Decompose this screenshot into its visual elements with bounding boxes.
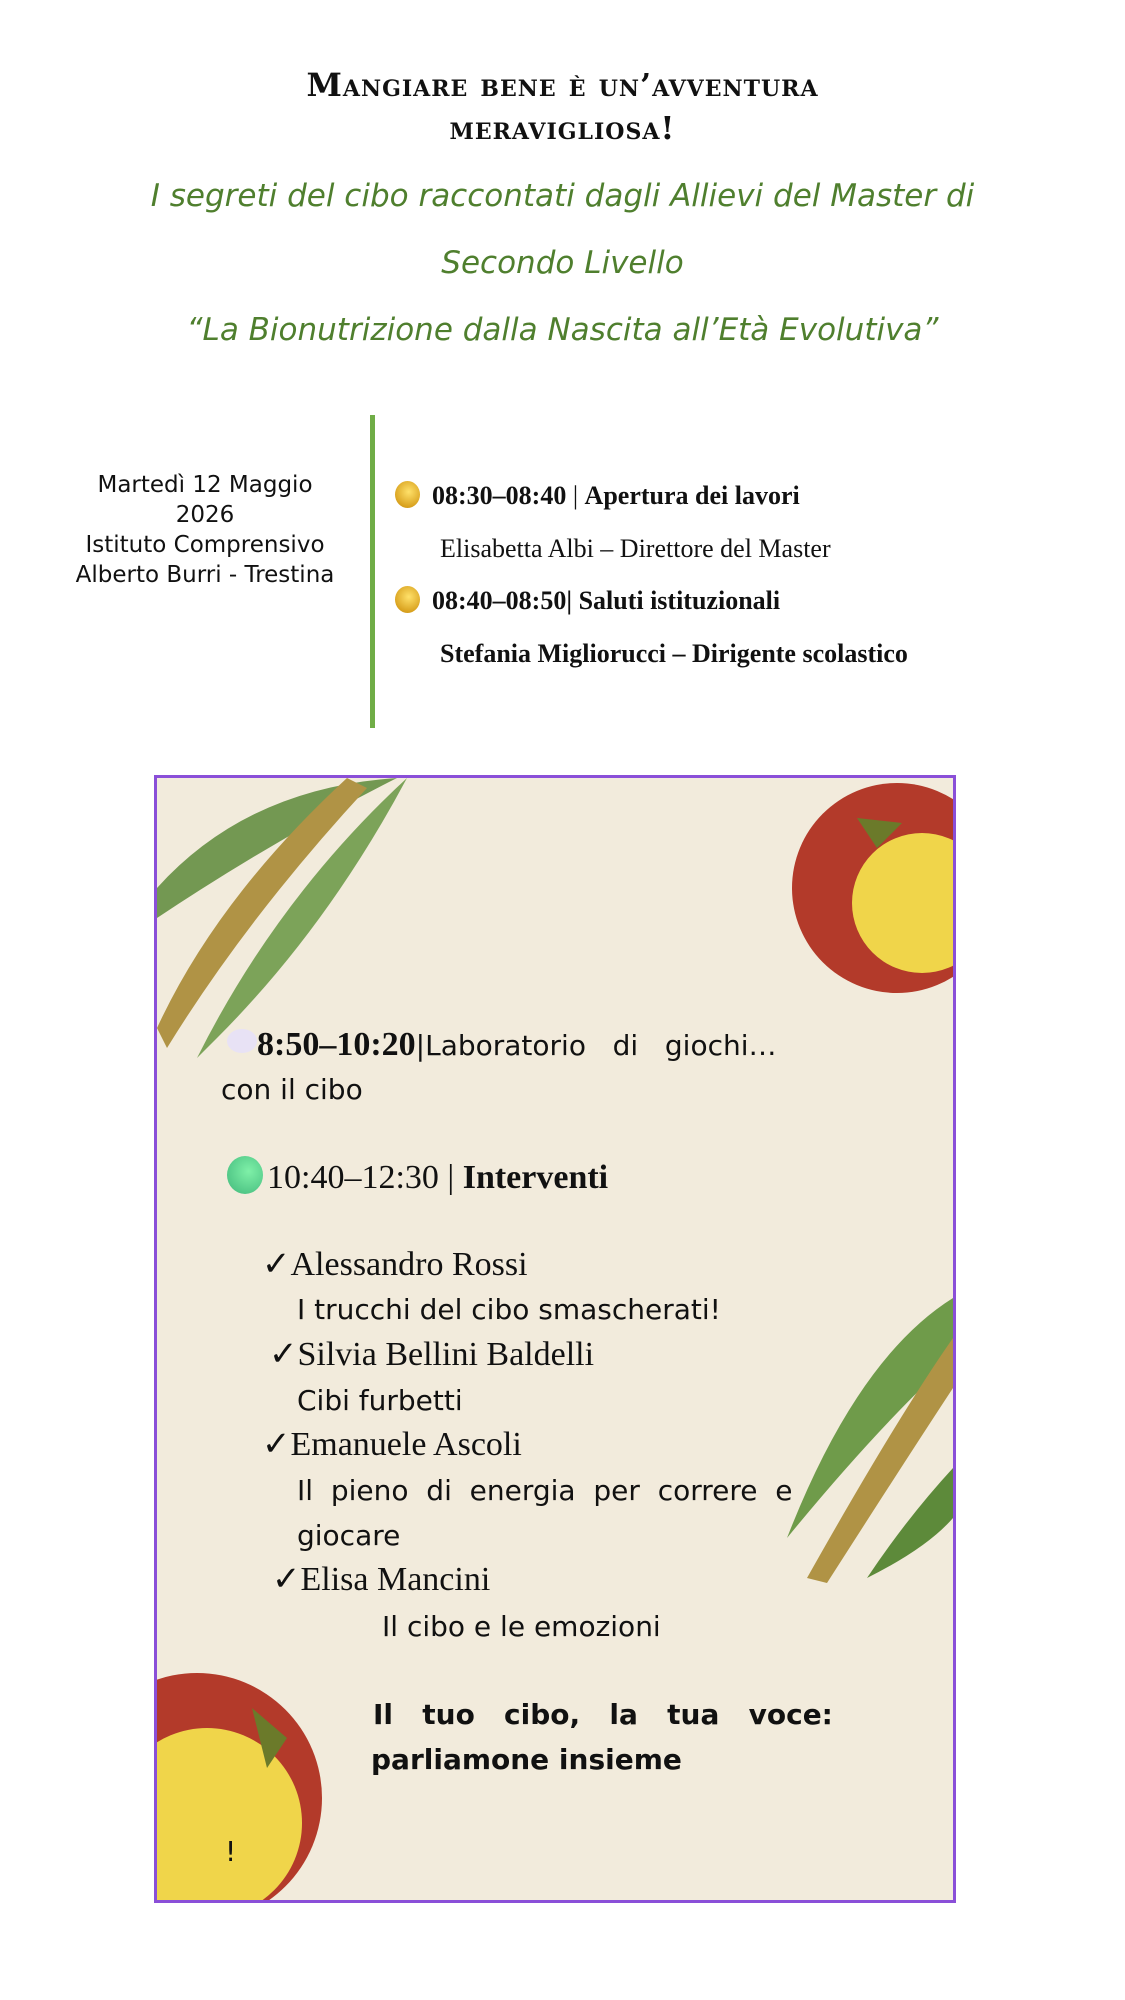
name: Silvia Bellini Baldelli bbox=[297, 1336, 595, 1373]
item-title: Apertura dei lavori bbox=[584, 481, 800, 510]
event-year: 2026 bbox=[175, 502, 235, 528]
time: 8:50–10:20 bbox=[257, 1026, 416, 1063]
schedule-speaker: Elisabetta Albi – Direttore del Master bbox=[440, 534, 831, 563]
separator: | bbox=[566, 481, 585, 510]
green-dot-icon bbox=[227, 1156, 263, 1194]
speaker-topic: Cibi furbetti bbox=[297, 1384, 463, 1417]
subtitle-line-3: “La Bionutrizione dalla Nascita all’Età Evolutiva” bbox=[186, 312, 939, 348]
schedule-item bbox=[395, 586, 780, 616]
separator: | bbox=[566, 586, 579, 615]
apple-icon bbox=[792, 783, 953, 993]
check-icon: ✓ bbox=[262, 1246, 291, 1283]
subtitle-line-2: Secondo Livello bbox=[441, 245, 684, 281]
talks-item bbox=[227, 1156, 608, 1197]
item-title: Laboratorio di giochi… bbox=[425, 1029, 777, 1062]
divider bbox=[370, 415, 375, 728]
subtitle bbox=[0, 163, 1125, 364]
speaker-topic: Il cibo e le emozioni bbox=[382, 1610, 661, 1643]
separator: | bbox=[415, 1029, 426, 1062]
speaker-topic: I trucchi del cibo smascherati! bbox=[297, 1293, 721, 1326]
bullet-dot-icon bbox=[395, 586, 420, 613]
lab-item bbox=[227, 1026, 777, 1064]
time: 08:30–08:40 bbox=[432, 481, 567, 510]
check-icon: ✓ bbox=[262, 1426, 291, 1463]
subtitle-line-1: I segreti del cibo raccontati dagli Allievi del Master di bbox=[150, 178, 975, 214]
event-info bbox=[40, 470, 370, 590]
time: 10:40–12:30 bbox=[267, 1159, 439, 1196]
title-line-2: meravigliosa! bbox=[449, 109, 676, 147]
corn-leaves-icon bbox=[157, 778, 407, 1058]
schedule-item bbox=[395, 481, 800, 511]
venue-line-1: Istituto Comprensivo bbox=[85, 532, 325, 558]
speaker-name bbox=[262, 1244, 528, 1284]
speech-bubble-icon bbox=[227, 1029, 257, 1053]
name: Elisa Mancini bbox=[300, 1561, 491, 1598]
bullet-dot-icon bbox=[395, 481, 420, 508]
speaker-name bbox=[272, 1559, 490, 1599]
separator: | bbox=[438, 1159, 463, 1196]
corn-leaves-icon bbox=[787, 1298, 953, 1583]
speaker-name bbox=[269, 1334, 594, 1374]
schedule-speaker: Stefania Migliorucci – Dirigente scolastico bbox=[440, 639, 908, 668]
speaker-topic: Il pieno di energia per correre e bbox=[297, 1474, 793, 1507]
speaker-name bbox=[262, 1424, 522, 1464]
venue-line-2: Alberto Burri - Trestina bbox=[75, 562, 335, 588]
check-icon: ✓ bbox=[272, 1561, 301, 1598]
closing-line-1: Il tuo cibo, la tua voce: bbox=[373, 1698, 833, 1731]
item-title-cont: con il cibo bbox=[221, 1073, 363, 1106]
speaker-topic-cont: giocare bbox=[297, 1519, 401, 1552]
check-icon: ✓ bbox=[269, 1336, 298, 1373]
item-title: Interventi bbox=[462, 1159, 609, 1196]
page-title bbox=[0, 64, 1125, 150]
program-panel bbox=[154, 775, 956, 1903]
name: Alessandro Rossi bbox=[290, 1246, 528, 1283]
time: 08:40–08:50 bbox=[432, 586, 567, 615]
title-line-1: Mangiare bene è un’avventura bbox=[306, 66, 819, 104]
name: Emanuele Ascoli bbox=[290, 1426, 522, 1463]
closing-line-2: parliamone insieme bbox=[371, 1743, 682, 1776]
apple-icon bbox=[157, 1673, 322, 1900]
item-title: Saluti istituzionali bbox=[578, 586, 781, 615]
footer-mark: ! bbox=[225, 1835, 237, 1868]
event-date: Martedì 12 Maggio bbox=[97, 472, 313, 498]
